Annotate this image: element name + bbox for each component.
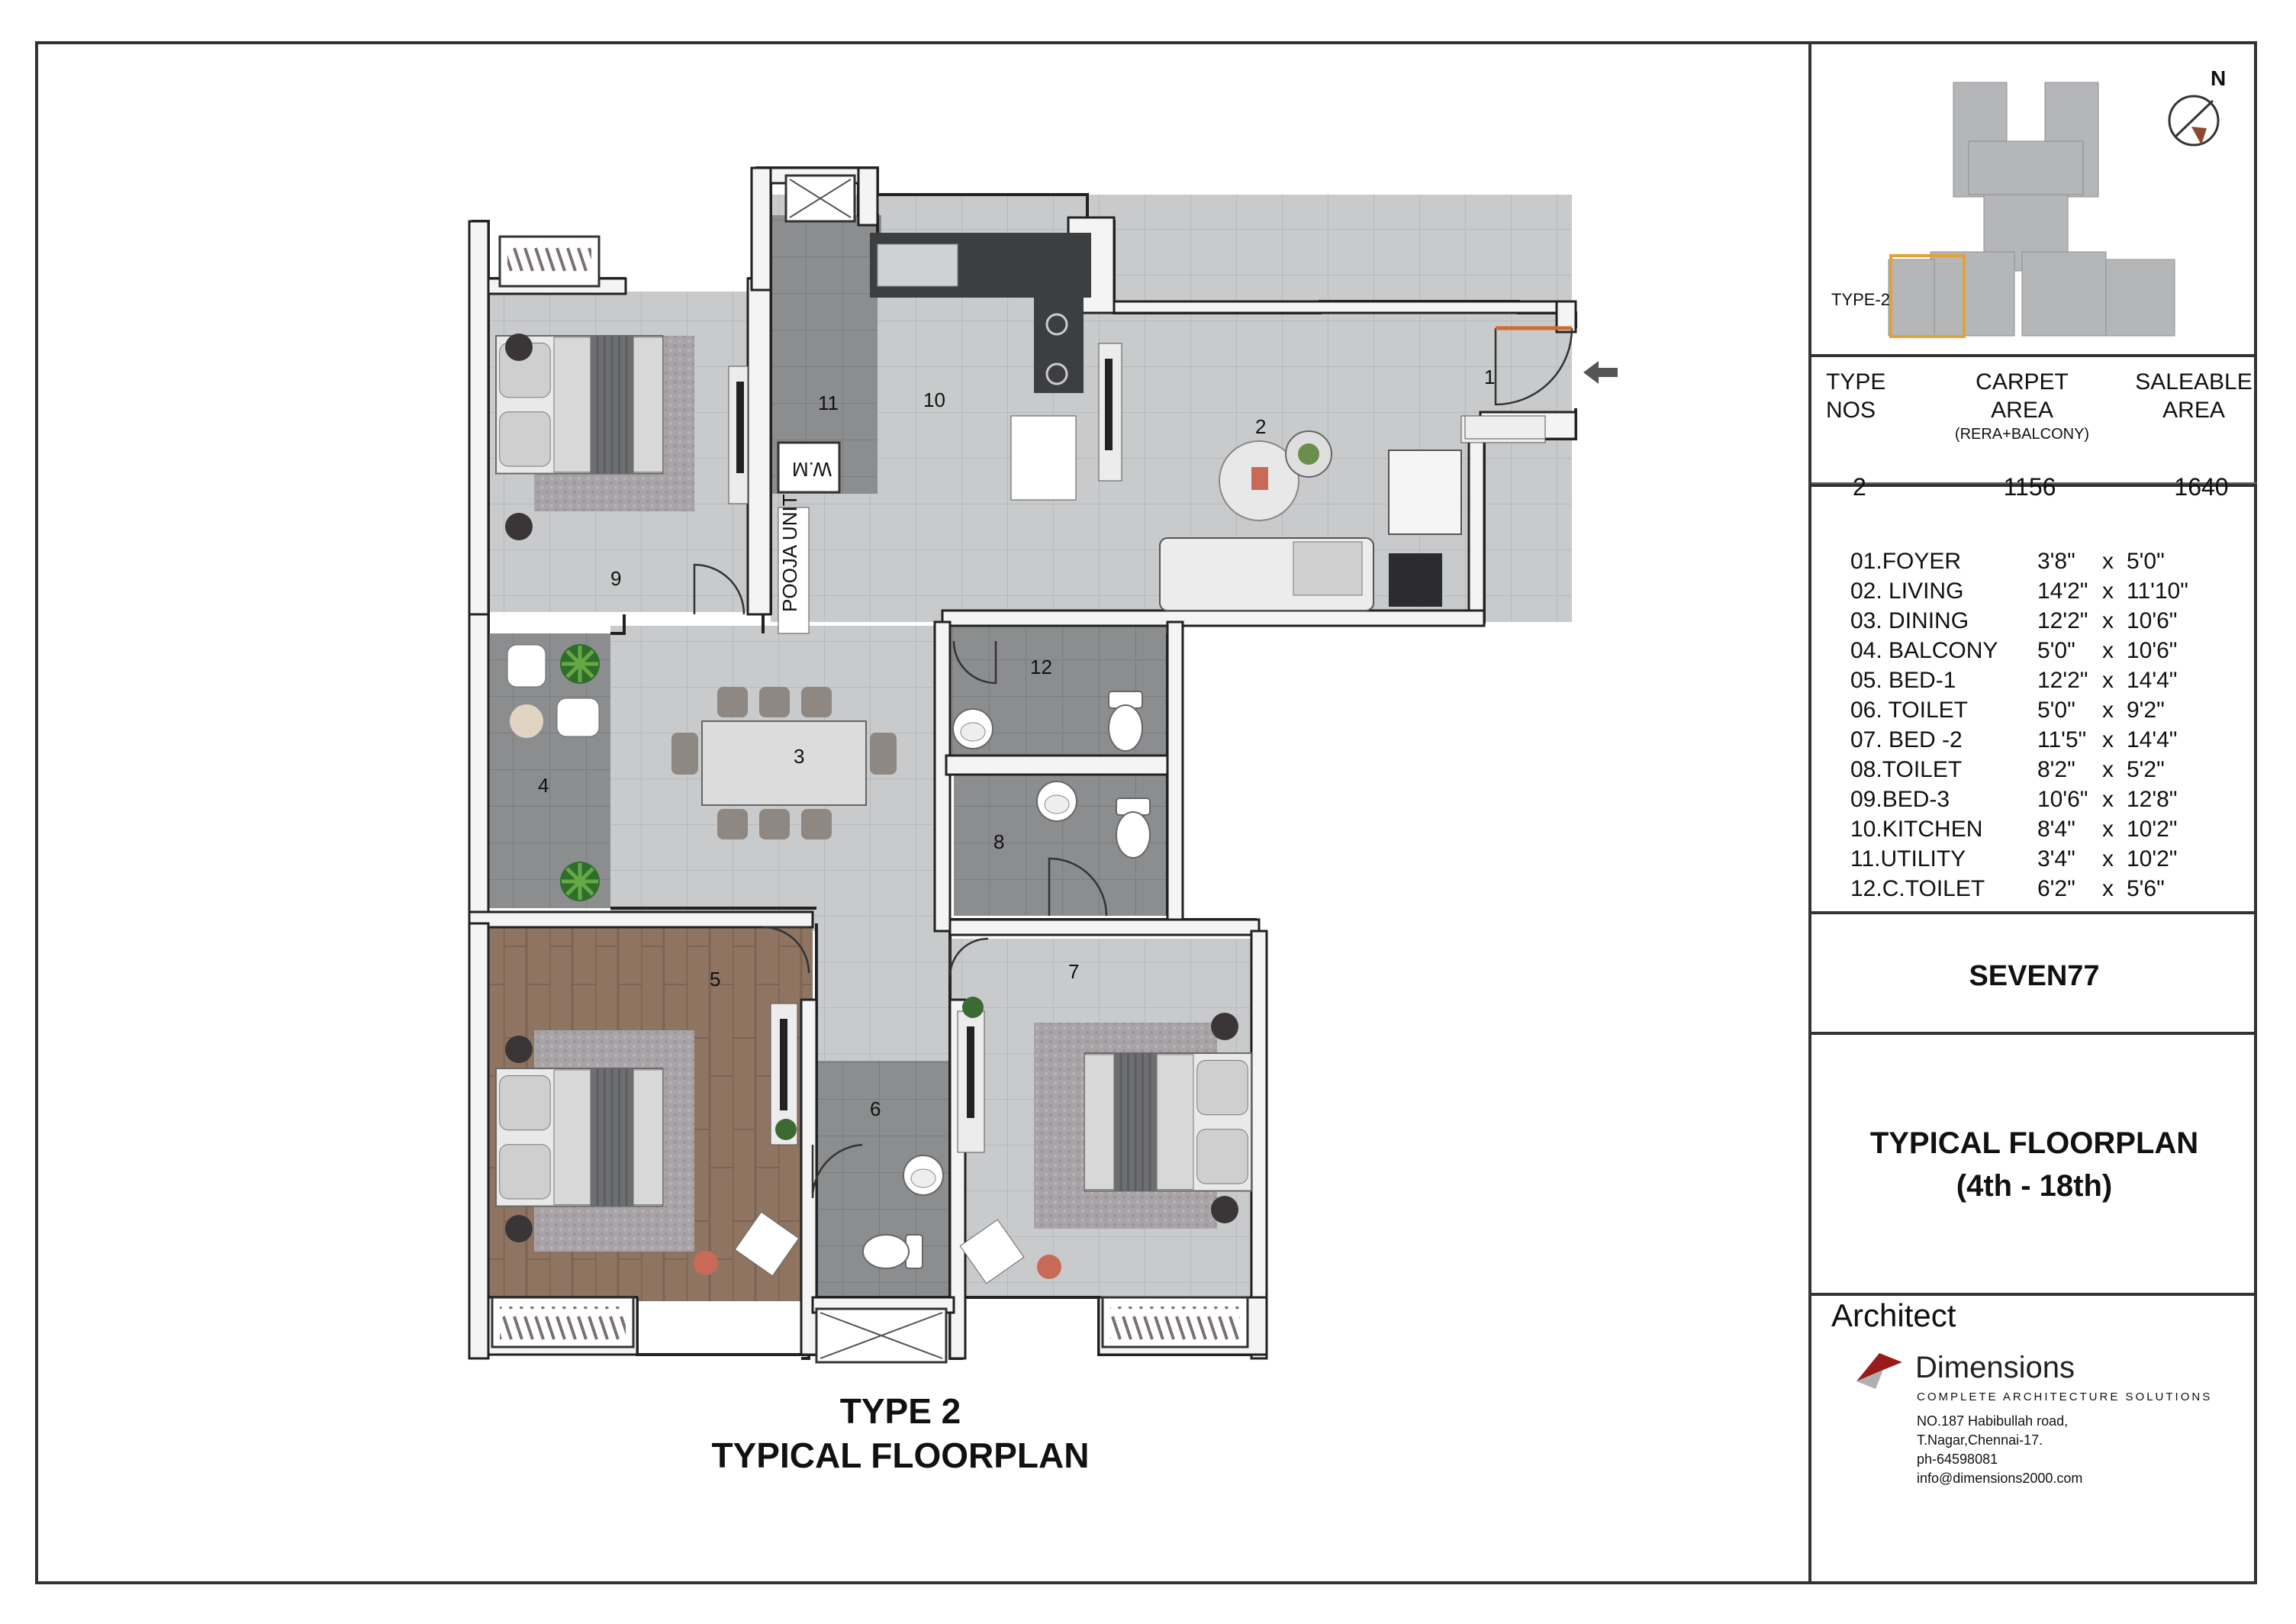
room-num-12: 12 [1030, 656, 1052, 678]
schedule-length: 10'6" [2127, 608, 2178, 633]
schedule-room: 11.UTILITY [1850, 846, 1966, 872]
carpet-area-value: 1156 [2003, 473, 2056, 501]
room-num-7: 7 [1068, 960, 1080, 983]
room-num-1: 1 [1484, 366, 1496, 388]
architect-firm: Dimensions [1915, 1351, 2075, 1384]
architect-address1: NO.187 Habibullah road, [1917, 1413, 2069, 1429]
schedule-width: 5'0" [2037, 638, 2075, 663]
sheet-title-line2: (4th - 18th) [1956, 1169, 2113, 1203]
schedule-room: 02. LIVING [1850, 578, 1964, 604]
architect-phone: ph-64598081 [1917, 1452, 1998, 1467]
schedule-room: 05. BED-1 [1850, 668, 1956, 693]
room-num-4: 4 [538, 774, 549, 797]
carpet-area-header: CARPET AREA [1976, 369, 2069, 423]
schedule-length: 10'6" [2127, 638, 2178, 663]
room-num-3: 3 [794, 745, 805, 768]
schedule-length: 14'4" [2127, 727, 2178, 752]
room-num-5: 5 [710, 968, 721, 991]
schedule-by: x [2102, 846, 2114, 872]
schedule-room: 08.TOILET [1850, 757, 1963, 782]
schedule-length: 5'6" [2127, 876, 2165, 901]
schedule-room: 04. BALCONY [1850, 638, 1998, 663]
schedule-by: x [2102, 549, 2114, 574]
architect-email: info@dimensions2000.com [1917, 1471, 2083, 1486]
schedule-room: 12.C.TOILET [1850, 876, 1985, 901]
schedule-width: 5'0" [2037, 698, 2075, 723]
plan-title-line1: TYPE 2 [839, 1391, 961, 1431]
north-label: N [2211, 66, 2227, 90]
schedule-width: 3'8" [2037, 549, 2075, 574]
dimensions-logo-icon [1853, 1347, 1906, 1393]
architect-address2: T.Nagar,Chennai-17. [1917, 1432, 2043, 1448]
schedule-room: 01.FOYER [1850, 549, 1962, 574]
schedule-by: x [2102, 787, 2114, 812]
schedule-length: 14'4" [2127, 668, 2178, 693]
carpet-area-subheader: (RERA+BALCONY) [1954, 426, 2090, 443]
room-num-6: 6 [870, 1097, 881, 1120]
key-plan [1816, 53, 2251, 351]
type-2-label: TYPE-2 [1831, 290, 1891, 309]
sheet-title-line1: TYPICAL FLOORPLAN [1869, 1126, 2199, 1160]
schedule-width: 8'4" [2037, 817, 2075, 842]
schedule-by: x [2102, 876, 2114, 901]
schedule-room: 07. BED -2 [1850, 727, 1963, 752]
architect-tagline: COMPLETE ARCHITECTURE SOLUTIONS [1917, 1390, 2213, 1403]
schedule-width: 6'2" [2037, 876, 2075, 901]
schedule-room: 06. TOILET [1850, 698, 1968, 723]
schedule-length: 10'2" [2127, 846, 2178, 872]
schedule-length: 10'2" [2127, 817, 2178, 842]
schedule-room: 09.BED-3 [1850, 787, 1950, 812]
type-nos-header: TYPE NOS [1826, 369, 1886, 423]
type-value: 2 [1853, 473, 1866, 501]
schedule-by: x [2102, 698, 2114, 723]
schedule-by: x [2102, 757, 2114, 782]
saleable-area-header: SALEABLE AREA [2135, 369, 2253, 423]
room-num-8: 8 [993, 830, 1005, 853]
shoe-rack [1465, 416, 1545, 439]
compass-icon [2169, 96, 2218, 145]
room-num-10: 10 [923, 388, 945, 411]
schedule-width: 3'4" [2037, 846, 2075, 872]
schedule-width: 11'5" [2037, 727, 2087, 752]
schedule-by: x [2102, 608, 2114, 633]
schedule-length: 9'2" [2127, 698, 2165, 723]
entry-arrow-icon [1583, 361, 1618, 384]
schedule-width: 12'2" [2037, 668, 2088, 693]
architect-heading: Architect [1831, 1297, 1956, 1333]
room-num-9: 9 [610, 567, 622, 590]
saleable-area-value: 1640 [2174, 473, 2229, 501]
schedule-by: x [2102, 727, 2114, 752]
plan-title-line2: TYPICAL FLOORPLAN [711, 1436, 1090, 1475]
schedule-width: 12'2" [2037, 608, 2088, 633]
schedule-room: 03. DINING [1850, 608, 1969, 633]
schedule-room: 10.KITCHEN [1850, 817, 1983, 842]
schedule-by: x [2102, 668, 2114, 693]
schedule-by: x [2102, 578, 2114, 604]
pooja-unit-label: POOJA UNIT [778, 494, 801, 612]
wm-label: W.M [792, 458, 832, 481]
schedule-width: 8'2" [2037, 757, 2075, 782]
schedule-length: 11'10" [2127, 578, 2188, 604]
room-num-2: 2 [1255, 415, 1267, 438]
schedule-by: x [2102, 817, 2114, 842]
schedule-length: 12'8" [2127, 787, 2178, 812]
project-name: SEVEN77 [1969, 960, 2100, 992]
room-num-11: 11 [818, 392, 839, 414]
schedule-width: 14'2" [2037, 578, 2088, 604]
schedule-width: 10'6" [2037, 787, 2088, 812]
schedule-length: 5'2" [2127, 757, 2165, 782]
schedule-by: x [2102, 638, 2114, 663]
schedule-length: 5'0" [2127, 549, 2165, 574]
